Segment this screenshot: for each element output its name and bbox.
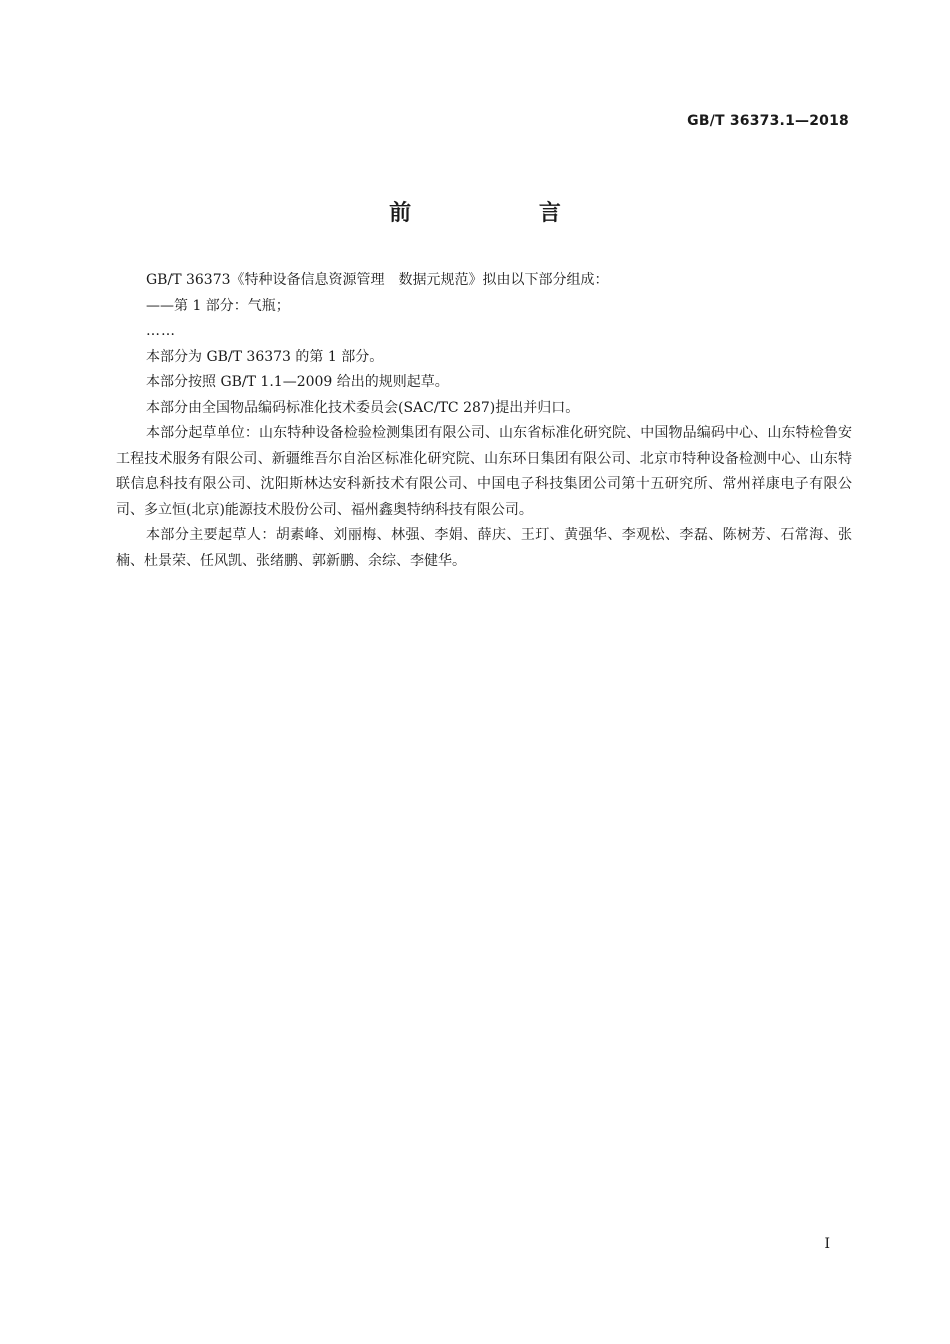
paragraph-drafting-units: 本部分起草单位：山东特种设备检验检测集团有限公司、山东省标准化研究院、中国物品编码中心、山东特检鲁安工程技术服务有限公司、新疆维吾尔自治区标准化研究院、山东环日集团有限公司、北京市特种设备检测中心、山东特联信息科技有限公司、沈阳斯林达安科新技术有限公司、中国电子科技集团公司第十五研究所、常州祥康电子有限公司、多立恒(北京)能源技术股份公司、福州鑫奥特纳科技有限公司。: [116, 425, 852, 518]
paragraph-drafting-rules: 本部分按照 GB/T 1.1—2009 给出的规则起草。: [146, 374, 449, 390]
ellipsis: ……: [146, 323, 176, 339]
paragraph-part-statement: 本部分为 GB/T 36373 的第 1 部分。: [146, 348, 384, 365]
paragraph-drafters: 本部分主要起草人：胡素峰、刘丽梅、林强、李娟、薛庆、王玎、黄强华、李观松、李磊、陈树芳、石常海、张楠、杜景荣、任风凯、张绪鹏、郭新鹏、余综、李健华。: [116, 527, 852, 569]
page-title: 前 言: [389, 201, 621, 226]
intro-paragraph: GB/T 36373《特种设备信息资源管理 数据元规范》拟由以下部分组成：: [146, 272, 609, 288]
document-body: [116, 268, 852, 574]
paragraph-proposer: 本部分由全国物品编码标准化技术委员会(SAC/TC 287)提出并归口。: [146, 399, 580, 416]
page-number: I: [824, 1236, 830, 1252]
part-list-item: ——第 1 部分：气瓶；: [146, 297, 290, 314]
standard-code: GB/T 36373.1—2018: [687, 113, 849, 129]
